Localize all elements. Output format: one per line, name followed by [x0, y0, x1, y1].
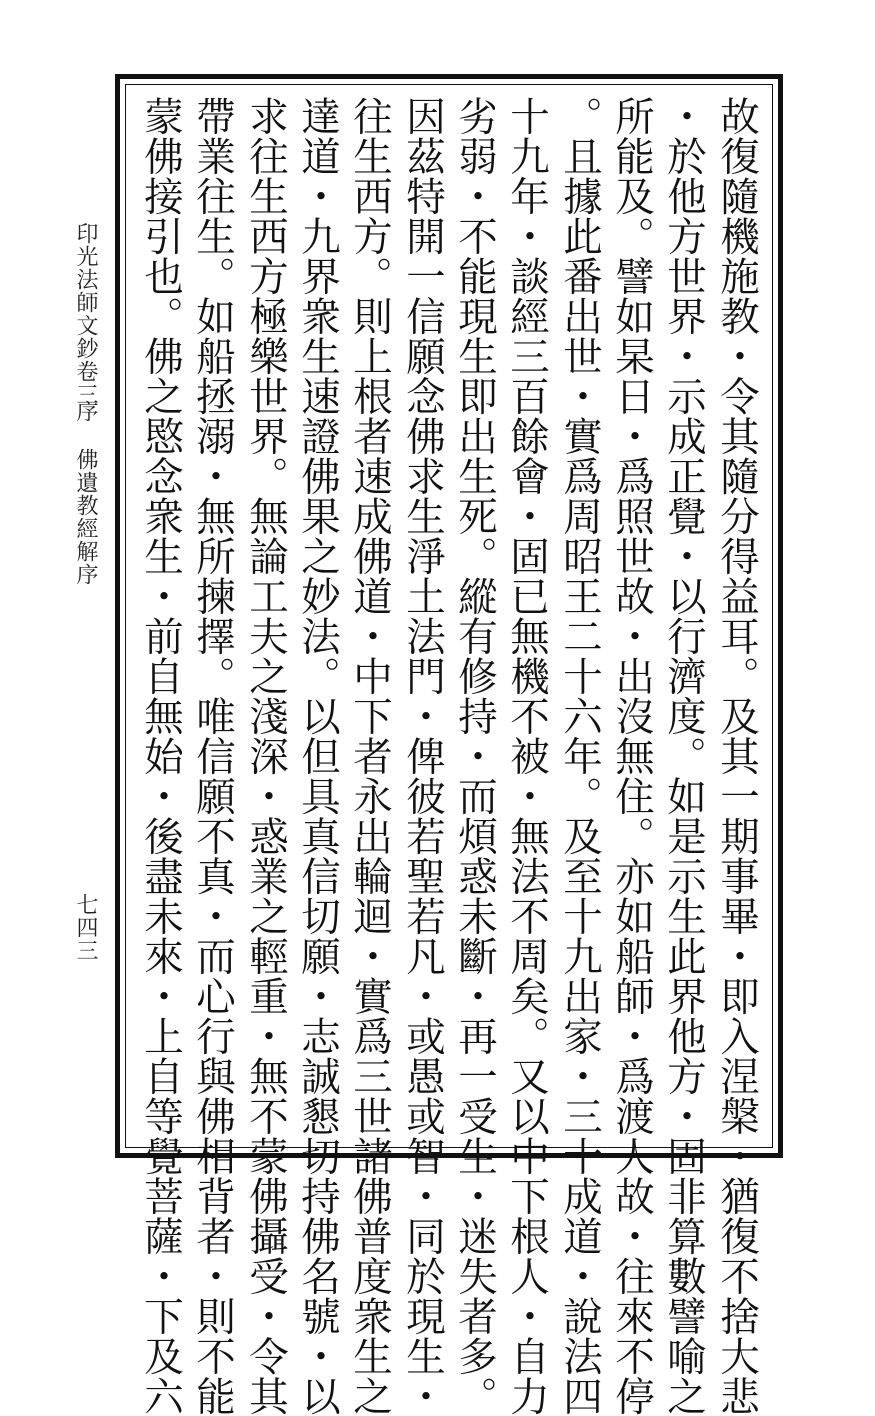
text-column-11: 帶業往生。如船拯溺・無所揀擇。唯信願不真・而心行與佛相背者・則不能: [190, 96, 236, 1416]
page-number: 七四三: [73, 893, 98, 962]
text-column-12: 蒙佛接引也。佛之愍念衆生・前自無始・後盡未來・上自等覺菩薩・下及六: [138, 96, 184, 1416]
running-book-title: 印光法師文鈔卷三: [73, 222, 98, 406]
running-piece-title: 佛遺教經解序: [73, 448, 98, 586]
text-column-4: 。且據此番出世・實爲周昭王二十六年。及至十九出家・三十成道・說法四: [557, 96, 603, 1416]
text-column-10: 求往生西方極樂世界。無論工夫之淺深・惑業之輕重・無不蒙佛攝受・令其: [243, 96, 289, 1416]
text-column-9: 達道・九界衆生速證佛果之妙法。以但具真信切願・志誠懇切持佛名號・以: [295, 96, 341, 1416]
text-column-5: 十九年・談經三百餘會・固已無機不被・無法不周矣。又以中下根人・自力: [504, 96, 550, 1416]
text-column-6: 劣弱・不能現生即出生死。縱有修持・而煩惑未斷・再一受生・迷失者多。: [452, 96, 498, 1416]
text-column-1: 故復隨機施教・令其隨分得益耳。及其一期事畢・即入涅槃・猶復不捨大悲: [714, 96, 760, 1416]
text-column-3: 所能及。譬如杲日・爲照世故・出沒無住。亦如船師・爲渡人故・往來不停: [609, 96, 655, 1416]
text-column-7: 因茲特開一信願念佛求生淨土法門・俾彼若聖若凡・或愚或智・同於現生・: [400, 96, 446, 1416]
text-column-2: ・於他方世界・示成正覺・以行濟度。如是示生此界他方・固非算數譬喻之: [661, 96, 707, 1416]
text-column-8: 往生西方。則上根者速成佛道・中下者永出輪迴・實爲三世諸佛普度衆生之: [347, 96, 393, 1416]
running-section-label: 序: [73, 400, 98, 423]
